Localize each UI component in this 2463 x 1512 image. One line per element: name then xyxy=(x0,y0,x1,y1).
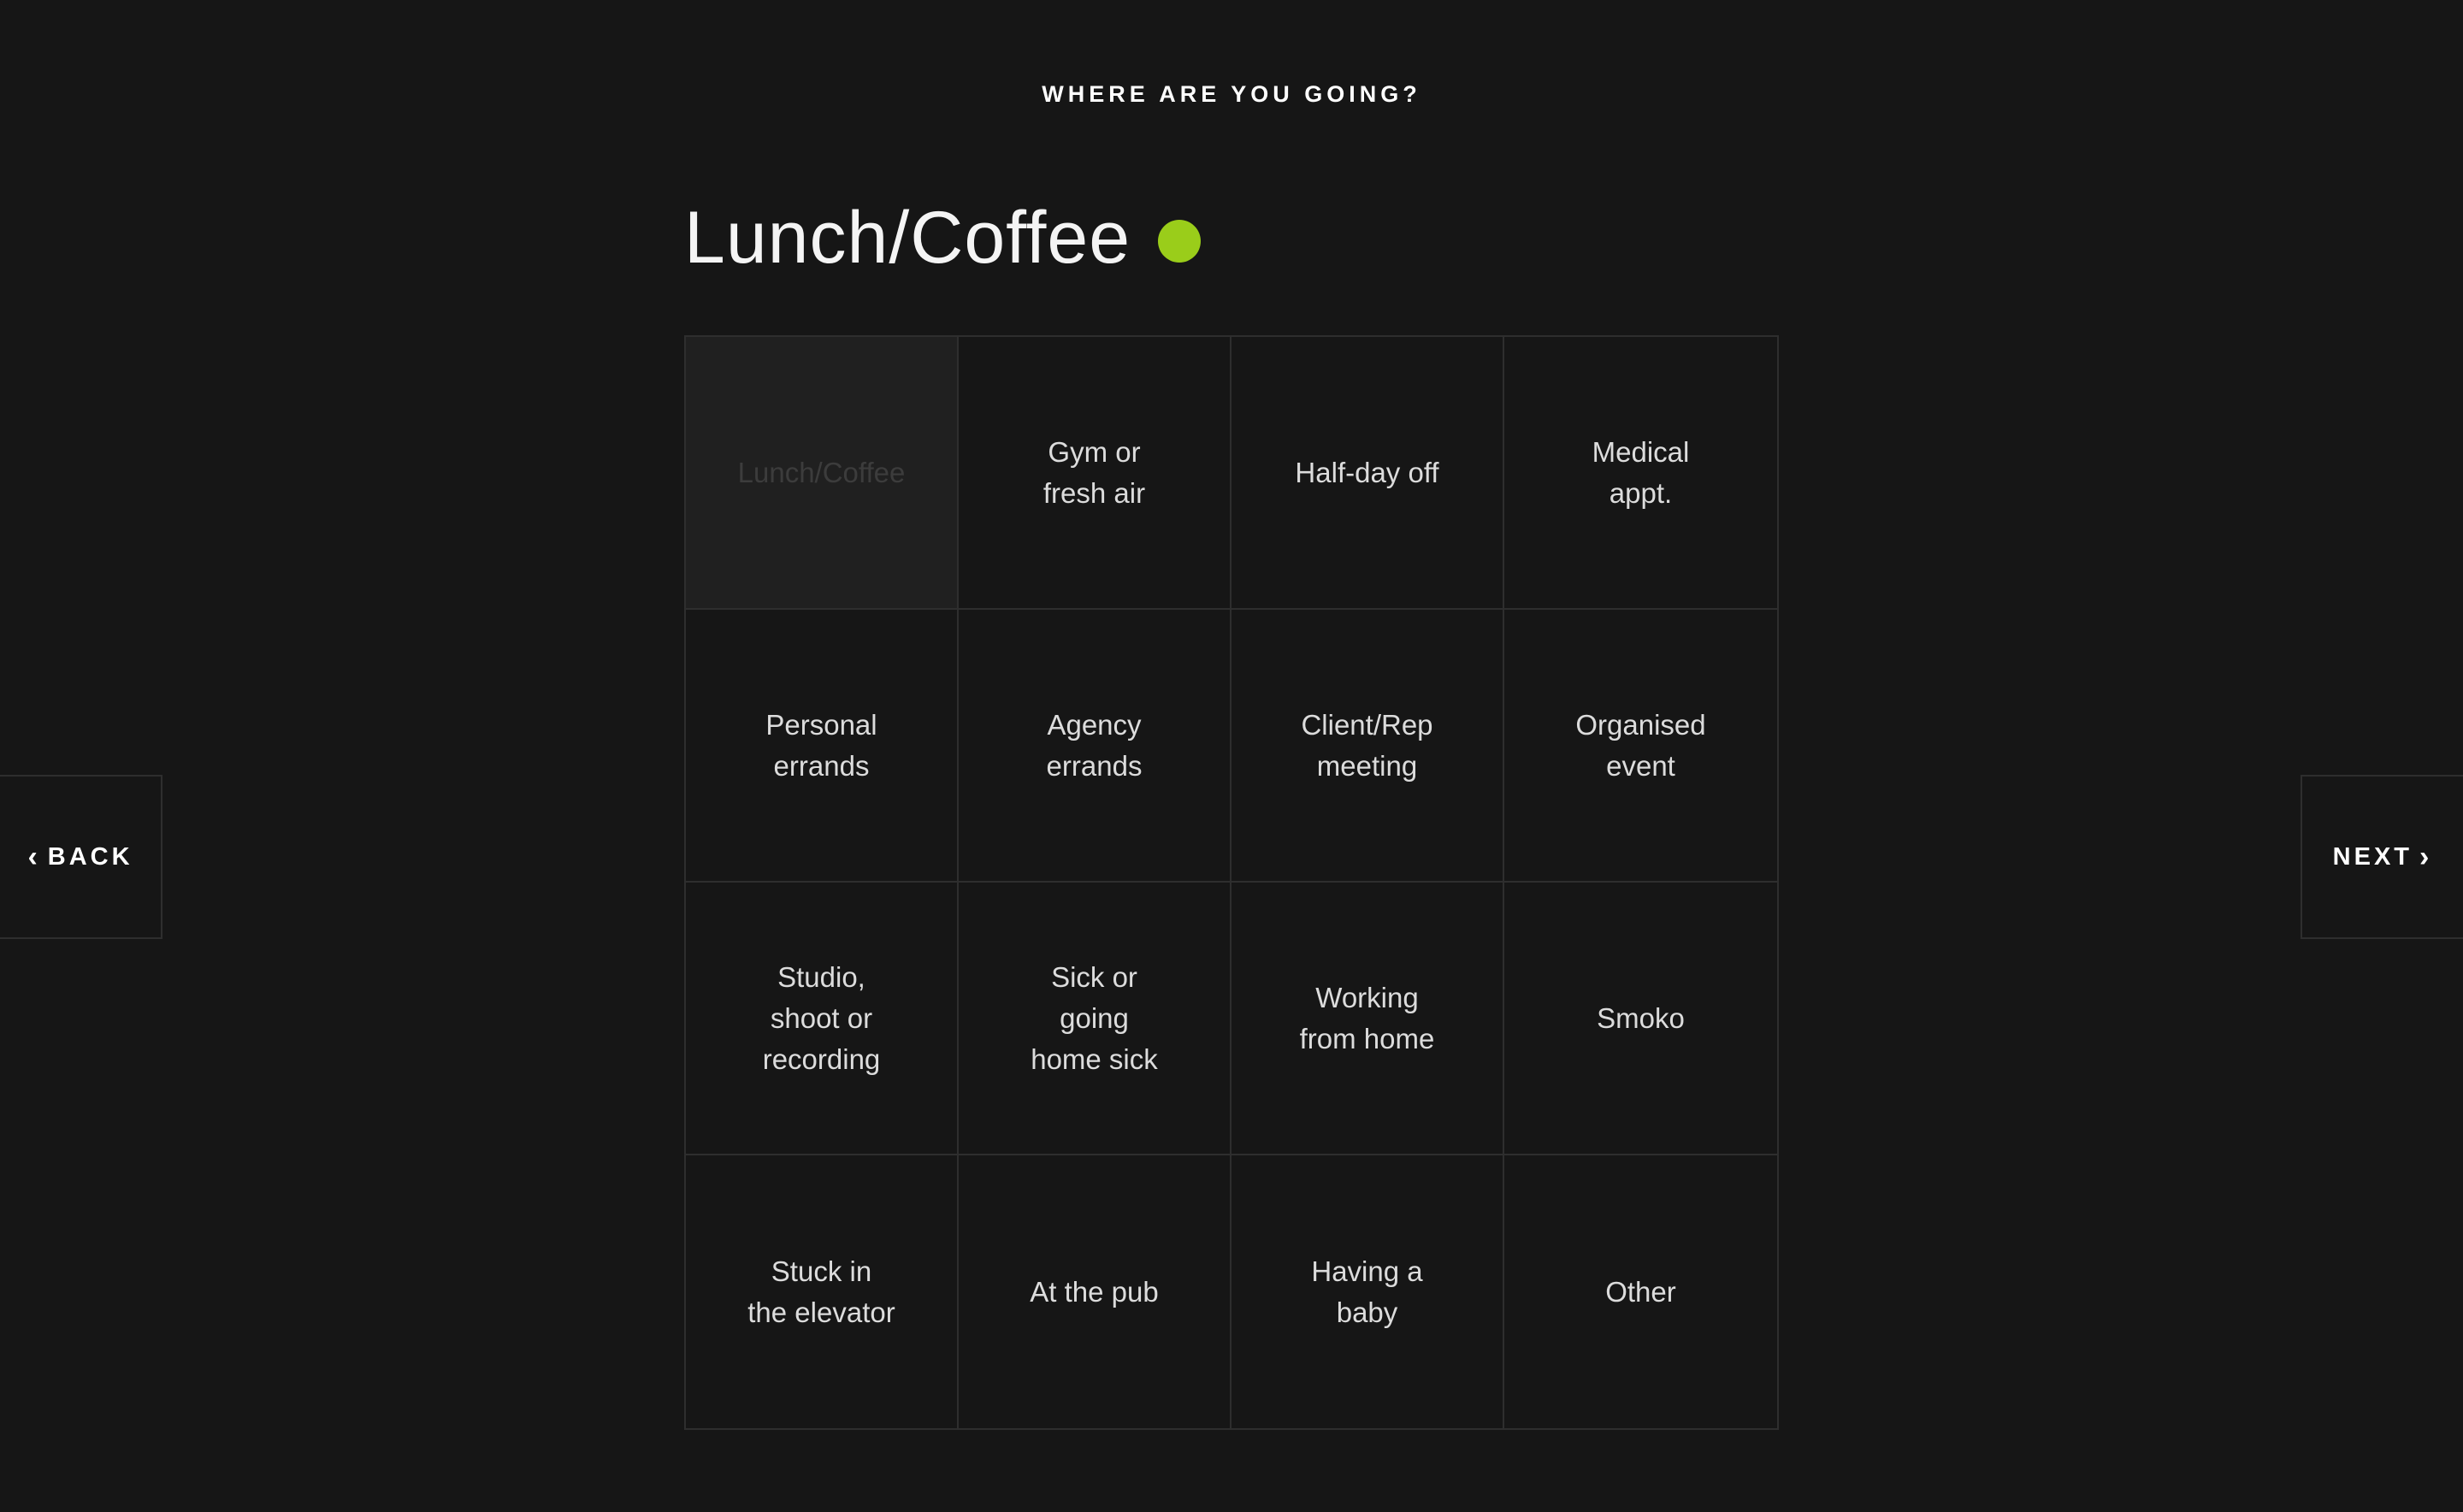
selected-option-title xyxy=(684,186,1201,289)
option-smoko[interactable]: Smoko xyxy=(1504,883,1777,1155)
option-other[interactable]: Other xyxy=(1605,1275,1676,1308)
option-having-a-baby[interactable]: Having a baby xyxy=(1232,1155,1504,1428)
chevron-left-icon: ‹ xyxy=(27,841,41,873)
selected-option-label: Lunch/Coffee xyxy=(684,196,1131,279)
option-at-the-pub[interactable]: At the pub xyxy=(959,1155,1232,1428)
option-lunch-coffee[interactable]: Lunch/Coffee xyxy=(686,337,959,610)
option-gym-or-fresh-air[interactable]: Gym or fresh air xyxy=(959,337,1232,610)
chevron-right-icon: › xyxy=(2419,841,2433,873)
option-half-day-off[interactable]: Half-day off xyxy=(1232,337,1504,610)
next-button[interactable] xyxy=(2301,775,2463,939)
next-button-label: NEXT xyxy=(2332,842,2413,871)
option-organised-event[interactable]: Organised event xyxy=(1504,610,1777,883)
option-medical-appt[interactable]: Medical appt. xyxy=(1504,337,1777,610)
option-client-rep-meeting[interactable]: Client/Rep meeting xyxy=(1232,610,1504,883)
question-heading: WHERE ARE YOU GOING? xyxy=(1042,81,1421,107)
option-personal-errands[interactable]: Personal errands xyxy=(686,610,959,883)
back-button[interactable] xyxy=(0,775,162,939)
option-agency-errands[interactable]: Agency errands xyxy=(959,610,1232,883)
options-grid xyxy=(684,335,1779,1430)
option-working-from-home[interactable]: Working from home xyxy=(1232,883,1504,1155)
option-stuck-in-elevator[interactable]: Stuck in the elevator xyxy=(686,1155,959,1428)
option-studio-shoot-recording[interactable]: Studio, shoot or recording xyxy=(686,883,959,1155)
status-dot-icon xyxy=(1158,220,1201,263)
back-button-label: BACK xyxy=(47,842,133,871)
option-sick-or-going-home-sick[interactable]: Sick or going home sick xyxy=(959,883,1232,1155)
